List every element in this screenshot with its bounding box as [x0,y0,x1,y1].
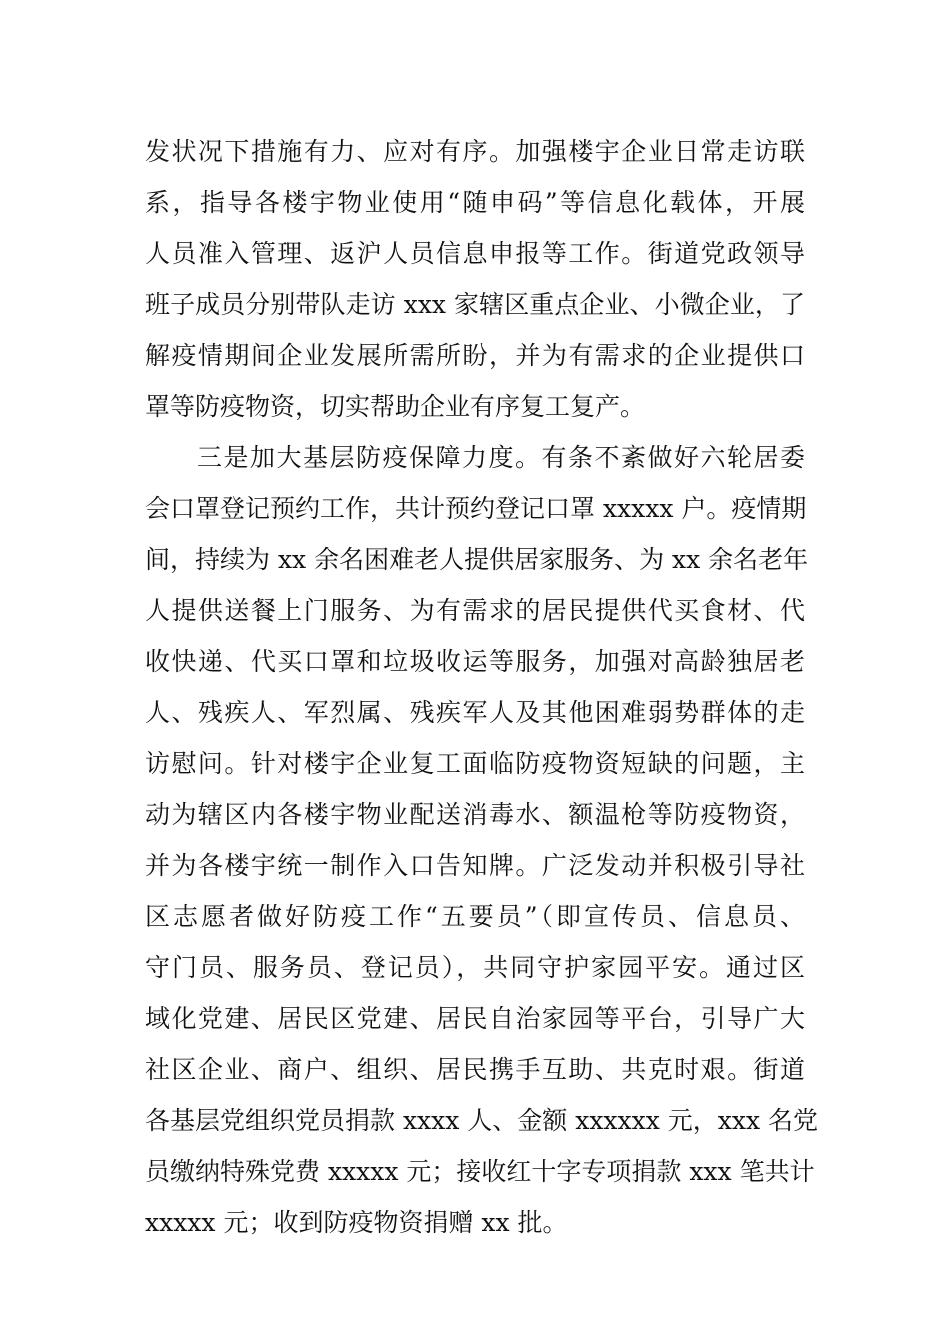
text-line: 三是加大基层防疫保障力度。有条不紊做好六轮居委 [197,443,805,472]
text-line: 动为辖区内各楼宇物业配送消毒水、额温枪等防疫物资， [145,800,805,829]
text-line: 区志愿者做好防疫工作“五要员”（即宣传员、信息员、 [145,902,805,931]
text-line: 社区企业、商户、组织、居民携手互助、共克时艰。街道 [145,1055,805,1084]
text-line: 罩等防疫物资，切实帮助企业有序复工复产。 [145,392,646,421]
text-line: 系，指导各楼宇物业使用“随申码”等信息化载体，开展 [145,188,805,217]
text-line: 守门员、服务员、登记员），共同守护家园平安。通过区 [145,953,805,982]
text-line: 解疫情期间企业发展所需所盼，并为有需求的企业提供口 [145,341,805,370]
text-line: 班子成员分别带队走访 xxx 家辖区重点企业、小微企业，了 [145,290,805,319]
text-line: 间，持续为 xx 余名困难老人提供居家服务、为 xx 余名老年 [145,545,809,574]
text-line: 各基层党组织党员捐款 xxxx 人、金额 xxxxxx 元，xxx 名党 [145,1106,819,1135]
text-line: 收快递、代买口罩和垃圾收运等服务，加强对高龄独居老 [145,647,805,676]
document-body [145,126,819,1248]
text-line: 并为各楼宇统一制作入口告知牌。广泛发动并积极引导社 [145,851,805,880]
paragraph-continued [145,126,805,432]
text-line: 会口罩登记预约工作，共计预约登记口罩 xxxxx 户。疫情期 [145,494,807,523]
text-line: 人员准入管理、返沪人员信息申报等工作。街道党政领导 [145,239,805,268]
text-line: xxxxx 元；收到防疫物资捐赠 xx 批。 [145,1208,568,1237]
paragraph-three [145,432,819,1248]
text-line: 人提供送餐上门服务、为有需求的居民提供代买食材、代 [145,596,805,625]
text-line: 访慰问。针对楼宇企业复工面临防疫物资短缺的问题，主 [145,749,805,778]
text-line: 发状况下措施有力、应对有序。加强楼宇企业日常走访联 [145,137,805,166]
text-line: 员缴纳特殊党费 xxxxx 元；接收红十字专项捐款 xxx 笔共计 [145,1157,815,1186]
text-line: 人、残疾人、军烈属、残疾军人及其他困难弱势群体的走 [145,698,805,727]
text-line: 域化党建、居民区党建、居民自治家园等平台，引导广大 [145,1004,805,1033]
